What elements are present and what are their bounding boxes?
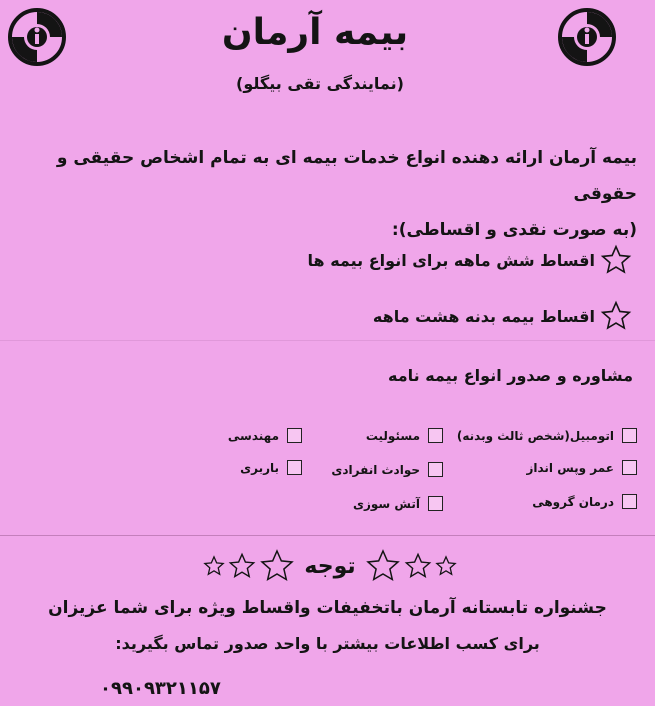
star-outline-icon bbox=[228, 552, 256, 580]
star-outline-icon bbox=[599, 300, 633, 332]
festival-text: جشنواره تابستانه آرمان باتخفیفات واقساط ویژه برای شما عزیزان bbox=[48, 598, 607, 618]
star-outline-icon bbox=[435, 555, 457, 577]
armaan-logo-icon bbox=[556, 6, 618, 68]
star-outline-icon bbox=[404, 552, 432, 580]
service-label: آتش سوزی bbox=[353, 496, 420, 511]
armaan-logo-icon bbox=[6, 6, 68, 68]
checkbox-icon[interactable] bbox=[622, 428, 637, 443]
star-outline-icon bbox=[259, 548, 295, 584]
star-outline-icon bbox=[203, 555, 225, 577]
checkbox-icon[interactable] bbox=[622, 460, 637, 475]
service-option-liability[interactable] bbox=[366, 428, 443, 443]
service-option-engineering[interactable] bbox=[228, 428, 302, 443]
contact-text: برای کسب اطلاعات بیشتر با واحد صدور تماس بگیرید: bbox=[115, 634, 540, 653]
service-label: باربری bbox=[240, 460, 279, 475]
service-option-cargo[interactable] bbox=[240, 460, 302, 475]
services-heading: مشاوره و صدور انواع بیمه نامه bbox=[388, 366, 633, 385]
attention-label: توجه bbox=[304, 553, 356, 579]
section-divider bbox=[0, 535, 655, 536]
page-subtitle: (نمایندگی تقی بیگلو) bbox=[236, 74, 404, 93]
service-label: اتومبیل(شخص ثالث وبدنه) bbox=[456, 428, 614, 443]
checkbox-icon[interactable] bbox=[287, 460, 302, 475]
attention-banner bbox=[160, 544, 500, 588]
page-title: بیمه آرمان bbox=[221, 12, 409, 53]
service-option-group-health[interactable] bbox=[532, 494, 637, 509]
checkbox-icon[interactable] bbox=[622, 494, 637, 509]
service-option-car[interactable] bbox=[457, 428, 637, 443]
feature-label: اقساط شش ماهه برای انواع بیمه ها bbox=[307, 250, 595, 270]
service-label: عمر وپس انداز bbox=[526, 460, 614, 475]
phone-number[interactable]: ۰۹۹۰۹۳۲۱۱۵۷ bbox=[100, 678, 221, 699]
feature-installments-six-month bbox=[308, 244, 633, 276]
feature-body-insurance-installments bbox=[373, 300, 633, 332]
feature-label: اقساط بیمه بدنه هشت ماهه bbox=[372, 306, 595, 326]
intro-text bbox=[17, 140, 637, 248]
intro-line-1: بیمه آرمان ارائه دهنده انواع خدمات بیمه ای به تمام اشخاص حقیقی و حقوقی bbox=[56, 148, 637, 204]
service-option-personal-accident[interactable] bbox=[331, 462, 443, 477]
service-label: حوادث انفرادی bbox=[331, 462, 420, 477]
service-option-life[interactable] bbox=[526, 460, 637, 475]
checkbox-icon[interactable] bbox=[287, 428, 302, 443]
service-option-fire[interactable] bbox=[353, 496, 443, 511]
service-label: مسئولیت bbox=[365, 428, 420, 443]
star-outline-icon bbox=[599, 244, 633, 276]
star-outline-icon bbox=[365, 548, 401, 584]
checkbox-icon[interactable] bbox=[428, 496, 443, 511]
checkbox-icon[interactable] bbox=[428, 428, 443, 443]
service-label: مهندسی bbox=[227, 428, 279, 443]
intro-line-2: (به صورت نقدی و اقساطی): bbox=[391, 220, 637, 240]
checkbox-icon[interactable] bbox=[428, 462, 443, 477]
service-label: درمان گروهی bbox=[532, 494, 614, 509]
fold-line bbox=[0, 340, 655, 341]
